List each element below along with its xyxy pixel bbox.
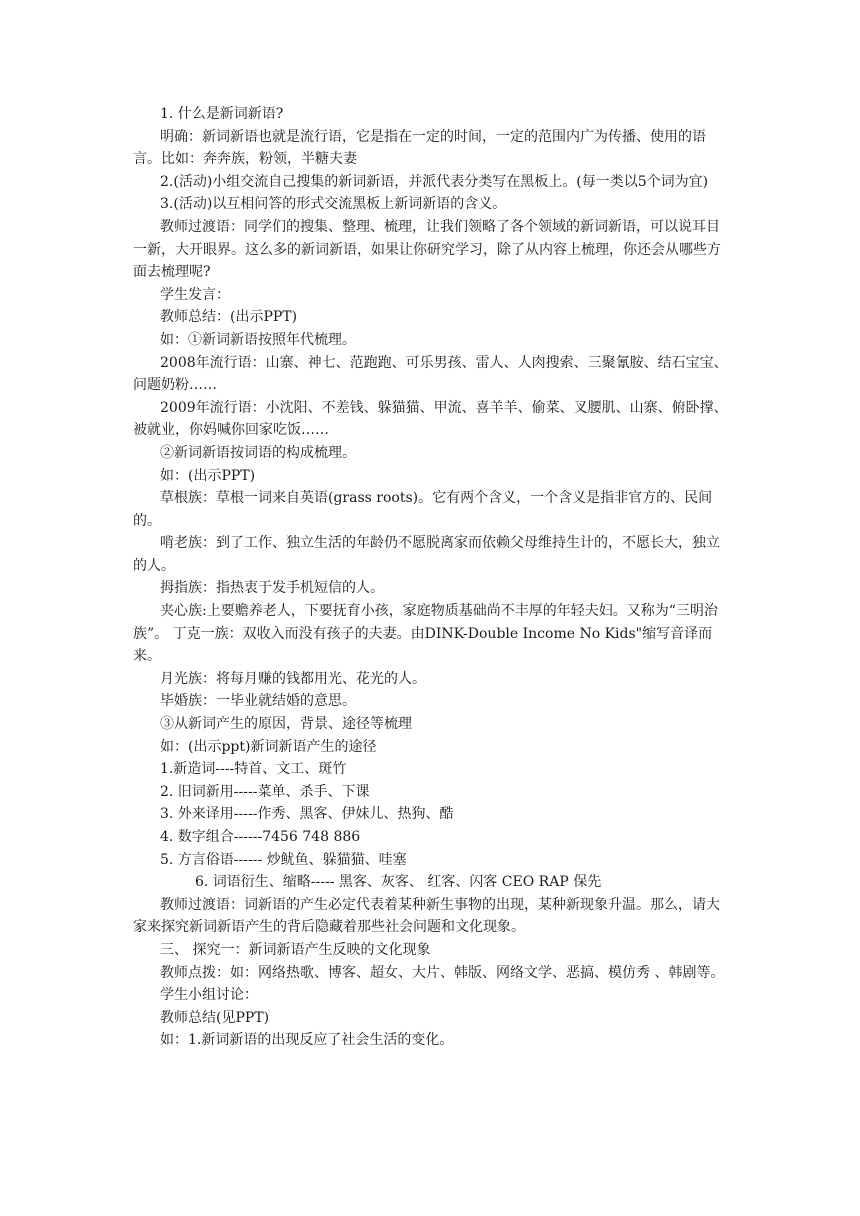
paragraph: 2009年流行语：小沈阳、不差钱、躲猫猫、甲流、喜羊羊、偷菜、叉腰肌、山寨、俯卧撑、被就业，你妈喊你回家吃饭……	[133, 399, 728, 439]
paragraph: 教师过渡语：词新语的产生必定代表着某种新生事物的出现，某种新现象升温。那么，请大家来探究新词新语产生的背后隐藏着那些社会问题和文化现象。	[133, 896, 720, 936]
paragraph: 月光族：将每月赚的钱都用光、花光的人。	[160, 670, 426, 687]
list-item: 4. 数字组合------7456 748 886	[160, 829, 361, 845]
paragraph: 教师总结：(出示PPT)	[160, 309, 298, 326]
paragraph: 学生小组讨论：	[160, 987, 258, 1004]
paragraph: 拇指族：指热衷于发手机短信的人。	[160, 580, 384, 597]
paragraph: 夹心族:上要赡养老人，下要抚育小孩，家庭物质基础尚不丰厚的年轻夫妇。又称为“三明治族”。 丁克一族：双收入而没有孩子的夫妻。由DINK-Double Income No Kids"缩写音译而来。	[133, 603, 718, 665]
paragraph: ③从新词产生的原因，背景、途径等梳理	[160, 716, 412, 733]
paragraph: 1. 什么是新词新语?	[160, 106, 284, 122]
paragraph: 明确：新词新语也就是流行语，它是指在一定的时间，一定的范围内广为传播、使用的语言。比如：奔奔族，粉领，半糖夫妻	[133, 128, 706, 168]
paragraph: 3.(活动)以互相问答的形式交流黑板上新词新语的含义。	[160, 196, 507, 213]
paragraph: 啃老族：到了工作、独立生活的年龄仍不愿脱离家而依赖父母维持生计的，不愿长大，独立的人。	[133, 535, 720, 574]
list-item: 3. 外来译用-----作秀、黑客、伊妹儿、热狗、酷	[160, 806, 454, 823]
paragraph: 2.(活动)小组交流自己搜集的新词新语，并派代表分类写在黑板上。(每一类以5个词为宜)	[160, 173, 709, 190]
paragraph: 如：(出示ppt)新词新语产生的途径	[160, 738, 377, 755]
list-item: 6. 词语衍生、缩略----- 黑客、灰客、 红客、闪客 CEO RAP 保先	[195, 874, 602, 891]
paragraph: 毕婚族：一毕业就结婚的意思。	[160, 693, 356, 710]
paragraph: ②新词新语按词语的构成梳理。	[160, 444, 356, 461]
paragraph: 如：(出示PPT)	[160, 467, 256, 484]
paragraph: 教师过渡语：同学们的搜集、整理、梳理，让我们领略了各个领域的新词新语，可以说耳目一新，大开眼界。这么多的新词新语，如果让你研究学习，除了从内容上梳理，你还会从哪些方面去梳理呢?	[133, 218, 721, 281]
paragraph: 学生发言：	[160, 286, 230, 303]
paragraph: 教师点拨：如：网络热歌、博客、超女、大片、韩版、网络文学、恶搞、模仿秀 、韩剧等。	[160, 964, 725, 981]
paragraph: 教师总结(见PPT)	[160, 1009, 270, 1026]
list-item: 2. 旧词新用-----菜单、杀手、下课	[160, 783, 370, 800]
paragraph: 如：1.新词新语的出现反应了社会生活的变化。	[160, 1032, 454, 1049]
list-item: 5. 方言俗语------ 炒鱿鱼、躲猫猫、哇塞	[160, 851, 407, 868]
document-body	[133, 103, 729, 1052]
paragraph: 2008年流行语：山寨、神七、范跑跑、可乐男孩、雷人、人肉搜索、三聚氰胺、结石宝宝、问题奶粉……	[133, 354, 728, 394]
list-item: 1.新造词----特首、文工、斑竹	[160, 761, 347, 778]
section-heading: 三、 探究一：新词新语产生反映的文化现象	[160, 941, 431, 958]
paragraph: 草根族：草根一词来自英语(grass roots)。它有两个含义，一个含义是指非官方的、民间的。	[133, 490, 713, 529]
paragraph: 如：①新词新语按照年代梳理。	[160, 331, 356, 348]
